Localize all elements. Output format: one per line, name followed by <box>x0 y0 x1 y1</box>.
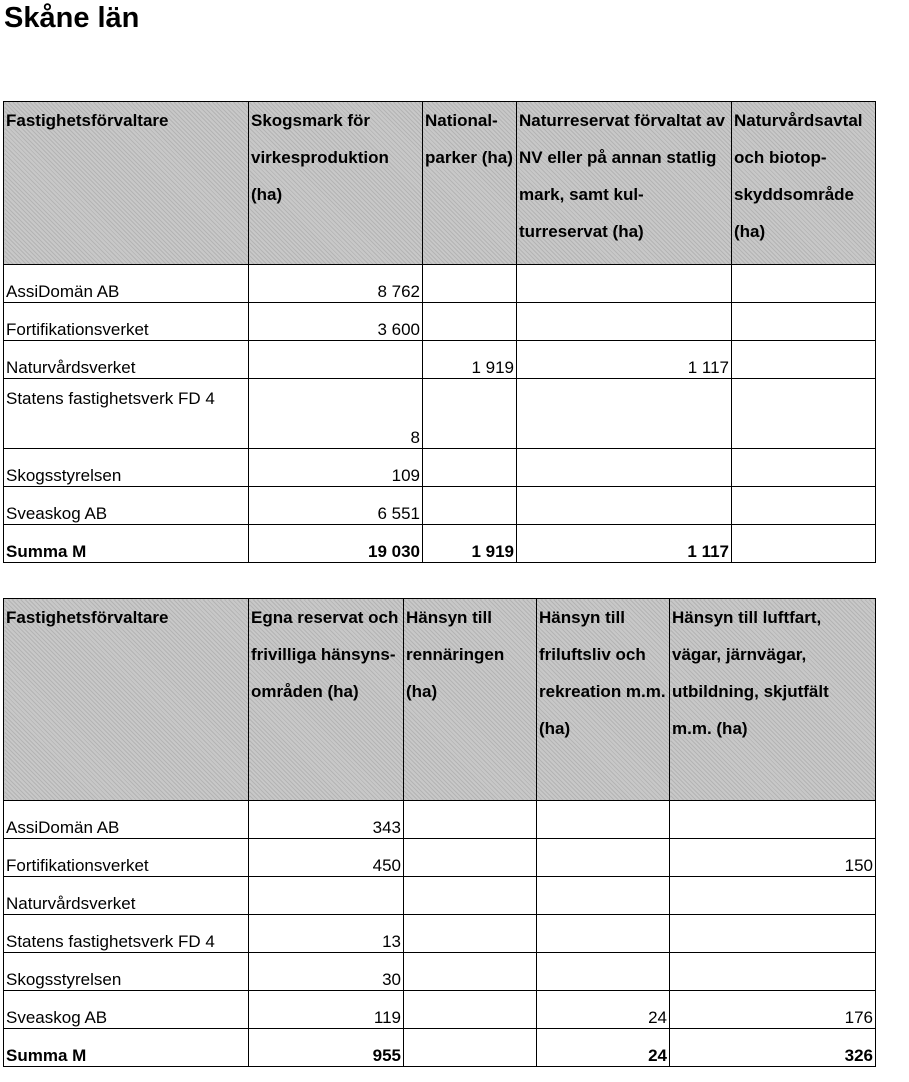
header-cell: National-parker (ha) <box>423 102 517 265</box>
value-cell <box>423 303 517 341</box>
owner-cell: Statens fastighetsverk FD 4 <box>4 915 249 953</box>
header-cell: Hänsyn till friluftsliv och rekreation m.m. (ha) <box>537 599 670 801</box>
value-cell <box>249 341 423 379</box>
value-cell: 150 <box>670 839 876 877</box>
total-cell: 24 <box>537 1029 670 1067</box>
value-cell <box>517 487 732 525</box>
header-cell: Naturreservat förvaltat av NV eller på annan statlig mark, samt kul-turreservat (ha) <box>517 102 732 265</box>
value-cell: 450 <box>249 839 404 877</box>
owner-cell: AssiDomän AB <box>4 801 249 839</box>
land-table-2 <box>3 598 876 1067</box>
total-cell: 19 030 <box>249 525 423 563</box>
value-cell <box>670 801 876 839</box>
table-row <box>4 379 876 449</box>
table-row <box>4 991 876 1029</box>
value-cell <box>537 877 670 915</box>
header-cell: Fastighetsförvaltare <box>4 599 249 801</box>
value-cell <box>423 449 517 487</box>
header-cell: Fastighetsförvaltare <box>4 102 249 265</box>
land-table-1 <box>3 101 876 563</box>
value-cell: 109 <box>249 449 423 487</box>
owner-cell: AssiDomän AB <box>4 265 249 303</box>
value-cell <box>517 265 732 303</box>
table-row <box>4 953 876 991</box>
value-cell <box>732 303 876 341</box>
value-cell <box>732 487 876 525</box>
value-cell <box>423 379 517 449</box>
value-cell: 176 <box>670 991 876 1029</box>
table-row <box>4 839 876 877</box>
value-cell: 119 <box>249 991 404 1029</box>
owner-cell: Fortifikationsverket <box>4 839 249 877</box>
value-cell <box>537 839 670 877</box>
value-cell <box>537 953 670 991</box>
value-cell <box>732 379 876 449</box>
value-cell <box>404 953 537 991</box>
value-cell: 343 <box>249 801 404 839</box>
value-cell: 24 <box>537 991 670 1029</box>
total-cell: 955 <box>249 1029 404 1067</box>
table-row <box>4 487 876 525</box>
value-cell: 8 762 <box>249 265 423 303</box>
table-row <box>4 915 876 953</box>
owner-cell: Summa M <box>4 1029 249 1067</box>
value-cell <box>732 265 876 303</box>
value-cell: 8 <box>249 379 423 449</box>
table-header-row <box>4 102 876 265</box>
value-cell <box>249 877 404 915</box>
total-cell: 326 <box>670 1029 876 1067</box>
value-cell: 30 <box>249 953 404 991</box>
table-row <box>4 801 876 839</box>
owner-cell: Sveaskog AB <box>4 991 249 1029</box>
total-cell <box>404 1029 537 1067</box>
value-cell <box>517 449 732 487</box>
value-cell <box>423 487 517 525</box>
value-cell <box>732 449 876 487</box>
table-row <box>4 303 876 341</box>
header-cell: Skogsmark för virkesproduktion (ha) <box>249 102 423 265</box>
value-cell <box>670 877 876 915</box>
value-cell <box>423 265 517 303</box>
value-cell <box>537 915 670 953</box>
table-header-row <box>4 599 876 801</box>
total-cell: 1 919 <box>423 525 517 563</box>
total-row <box>4 1029 876 1067</box>
owner-cell: Naturvårdsverket <box>4 877 249 915</box>
value-cell <box>404 839 537 877</box>
page-title: Skåne län <box>4 2 140 34</box>
value-cell <box>670 915 876 953</box>
value-cell <box>404 915 537 953</box>
value-cell <box>404 801 537 839</box>
owner-cell: Fortifikationsverket <box>4 303 249 341</box>
value-cell: 13 <box>249 915 404 953</box>
header-cell: Hänsyn till luftfart, vägar, järnvägar, utbildning, skjutfält m.m. (ha) <box>670 599 876 801</box>
value-cell <box>517 303 732 341</box>
header-cell: Naturvårdsavtal och biotop-skyddsområde (ha) <box>732 102 876 265</box>
value-cell: 1 117 <box>517 341 732 379</box>
value-cell <box>537 801 670 839</box>
value-cell <box>670 953 876 991</box>
owner-cell: Skogsstyrelsen <box>4 449 249 487</box>
header-cell: Egna reservat och frivilliga hänsyns-områden (ha) <box>249 599 404 801</box>
total-cell: 1 117 <box>517 525 732 563</box>
total-cell <box>732 525 876 563</box>
value-cell: 1 919 <box>423 341 517 379</box>
value-cell <box>517 379 732 449</box>
table-row <box>4 877 876 915</box>
total-row <box>4 525 876 563</box>
value-cell: 6 551 <box>249 487 423 525</box>
owner-cell: Summa M <box>4 525 249 563</box>
value-cell <box>404 877 537 915</box>
owner-cell: Naturvårdsverket <box>4 341 249 379</box>
value-cell <box>732 341 876 379</box>
table-row <box>4 449 876 487</box>
value-cell <box>404 991 537 1029</box>
value-cell: 3 600 <box>249 303 423 341</box>
table-row <box>4 265 876 303</box>
owner-cell: Statens fastighetsverk FD 4 <box>4 379 249 449</box>
table-row <box>4 341 876 379</box>
owner-cell: Sveaskog AB <box>4 487 249 525</box>
owner-cell: Skogsstyrelsen <box>4 953 249 991</box>
header-cell: Hänsyn till rennäringen (ha) <box>404 599 537 801</box>
